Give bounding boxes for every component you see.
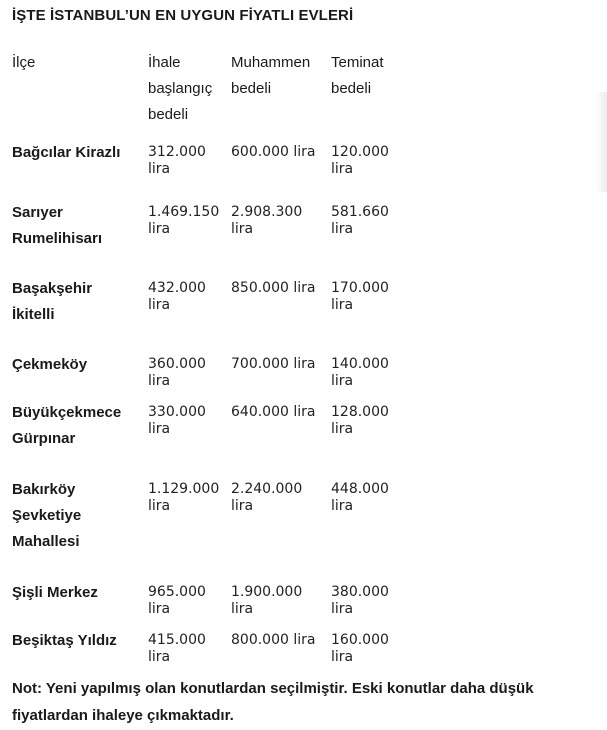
district-cell bbox=[12, 580, 98, 606]
start-price-cell-line: 432.000 bbox=[148, 280, 206, 296]
start-price-cell-line: lira bbox=[148, 161, 171, 177]
start-price-cell-line: lira bbox=[148, 297, 171, 313]
deposit-cell-line: 160.000 bbox=[331, 632, 389, 648]
header-teminat-bedeli-line: Teminat bbox=[331, 54, 384, 71]
start-price-cell-line: lira bbox=[148, 421, 171, 437]
deposit-cell-line: lira bbox=[331, 373, 354, 389]
start-price-cell-line: 312.000 bbox=[148, 144, 206, 160]
deposit-cell-line: lira bbox=[331, 601, 354, 617]
deposit-cell-line: lira bbox=[331, 649, 354, 665]
footnote: Not: Yeni yapılmış olan konutlardan seçilmiştir. Eski konutlar daha düşük fiyatlardan ihaleye çıkmaktadır. bbox=[12, 680, 534, 724]
estimated-price-cell-line: 1.900.000 bbox=[231, 584, 303, 600]
district-cell-line: Bağcılar Kirazlı bbox=[12, 144, 121, 161]
start-price-cell-line: lira bbox=[148, 601, 171, 617]
start-price-cell bbox=[148, 280, 206, 314]
start-price-cell bbox=[148, 144, 206, 178]
district-cell bbox=[12, 400, 121, 452]
district-cell-line: Gürpınar bbox=[12, 430, 76, 447]
deposit-cell bbox=[331, 356, 389, 390]
estimated-price-cell bbox=[231, 144, 315, 161]
deposit-cell bbox=[331, 204, 389, 238]
header-muhammen-bedeli-line: bedeli bbox=[231, 80, 272, 97]
header-ilce bbox=[12, 50, 35, 76]
estimated-price-cell-line: 640.000 lira bbox=[231, 404, 316, 420]
estimated-price-cell-line: lira bbox=[231, 601, 254, 617]
estimated-price-cell-line: 800.000 lira bbox=[231, 632, 316, 648]
start-price-cell-line: lira bbox=[148, 221, 171, 237]
start-price-cell-line: lira bbox=[148, 649, 171, 665]
district-cell bbox=[12, 200, 102, 252]
deposit-cell-line: 581.660 bbox=[331, 204, 389, 220]
start-price-cell bbox=[148, 404, 206, 438]
deposit-cell-line: lira bbox=[331, 161, 354, 177]
estimated-price-cell bbox=[231, 632, 315, 649]
header-teminat-bedeli bbox=[331, 50, 384, 102]
header-ilce-line: İlçe bbox=[12, 54, 36, 71]
header-teminat-bedeli-line: bedeli bbox=[331, 80, 372, 97]
estimated-price-cell-line: 2.240.000 bbox=[231, 481, 303, 497]
district-cell bbox=[12, 140, 120, 166]
estimated-price-cell-line: 2.908.300 bbox=[231, 204, 303, 220]
district-cell-line: Rumelihisarı bbox=[12, 230, 103, 247]
deposit-cell-line: 380.000 bbox=[331, 584, 389, 600]
district-cell-line: Şevketiye bbox=[12, 507, 82, 524]
deposit-cell-line: 140.000 bbox=[331, 356, 389, 372]
estimated-price-cell bbox=[231, 356, 315, 373]
deposit-cell-line: lira bbox=[331, 221, 354, 237]
deposit-cell bbox=[331, 280, 389, 314]
deposit-cell bbox=[331, 144, 389, 178]
estimated-price-cell bbox=[231, 584, 302, 618]
deposit-cell-line: 120.000 bbox=[331, 144, 389, 160]
district-cell-line: Mahallesi bbox=[12, 533, 80, 550]
district-cell bbox=[12, 352, 87, 378]
district-cell-line: Çekmeköy bbox=[12, 356, 88, 373]
deposit-cell bbox=[331, 584, 389, 618]
start-price-cell-line: lira bbox=[148, 498, 171, 514]
header-ihale-baslangic-bedeli-line: İhale bbox=[148, 54, 181, 71]
header-ihale-baslangic-bedeli bbox=[148, 50, 212, 128]
start-price-cell bbox=[148, 356, 206, 390]
deposit-cell-line: 448.000 bbox=[331, 481, 389, 497]
header-muhammen-bedeli bbox=[231, 50, 310, 102]
start-price-cell-line: 1.469.150 bbox=[148, 204, 220, 220]
start-price-cell-line: 415.000 bbox=[148, 632, 206, 648]
page-title: İŞTE İSTANBUL’UN EN UYGUN FİYATLI EVLERİ bbox=[12, 7, 354, 24]
start-price-cell-line: 330.000 bbox=[148, 404, 206, 420]
deposit-cell-line: 128.000 bbox=[331, 404, 389, 420]
start-price-cell-line: 1.129.000 bbox=[148, 481, 220, 497]
start-price-cell bbox=[148, 632, 206, 666]
estimated-price-cell-line: 700.000 lira bbox=[231, 356, 316, 372]
district-cell bbox=[12, 276, 92, 328]
estimated-price-cell bbox=[231, 404, 315, 421]
district-cell bbox=[12, 477, 81, 555]
district-cell bbox=[12, 628, 117, 654]
district-cell-line: Sarıyer bbox=[12, 204, 63, 221]
district-cell-line: Başakşehir bbox=[12, 280, 93, 297]
start-price-cell bbox=[148, 584, 206, 618]
header-muhammen-bedeli-line: Muhammen bbox=[231, 54, 311, 71]
start-price-cell bbox=[148, 481, 219, 515]
header-ihale-baslangic-bedeli-line: bedeli bbox=[148, 106, 189, 123]
estimated-price-cell-line: 850.000 lira bbox=[231, 280, 316, 296]
start-price-cell bbox=[148, 204, 219, 238]
deposit-cell bbox=[331, 632, 389, 666]
start-price-cell-line: 360.000 bbox=[148, 356, 206, 372]
estimated-price-cell-line: lira bbox=[231, 221, 254, 237]
district-cell-line: Beşiktaş Yıldız bbox=[12, 632, 117, 649]
deposit-cell-line: 170.000 bbox=[331, 280, 389, 296]
deposit-cell bbox=[331, 481, 389, 515]
estimated-price-cell bbox=[231, 204, 302, 238]
edge-shadow bbox=[595, 92, 607, 192]
estimated-price-cell bbox=[231, 481, 302, 515]
deposit-cell-line: lira bbox=[331, 498, 354, 514]
start-price-cell-line: 965.000 bbox=[148, 584, 206, 600]
district-cell-line: İkitelli bbox=[12, 306, 55, 323]
district-cell-line: Şişli Merkez bbox=[12, 584, 98, 601]
estimated-price-cell bbox=[231, 280, 315, 297]
estimated-price-cell-line: 600.000 lira bbox=[231, 144, 316, 160]
header-ihale-baslangic-bedeli-line: başlangıç bbox=[148, 80, 213, 97]
district-cell-line: Büyükçekmece bbox=[12, 404, 122, 421]
deposit-cell bbox=[331, 404, 389, 438]
start-price-cell-line: lira bbox=[148, 373, 171, 389]
district-cell-line: Bakırköy bbox=[12, 481, 76, 498]
estimated-price-cell-line: lira bbox=[231, 498, 254, 514]
deposit-cell-line: lira bbox=[331, 297, 354, 313]
deposit-cell-line: lira bbox=[331, 421, 354, 437]
